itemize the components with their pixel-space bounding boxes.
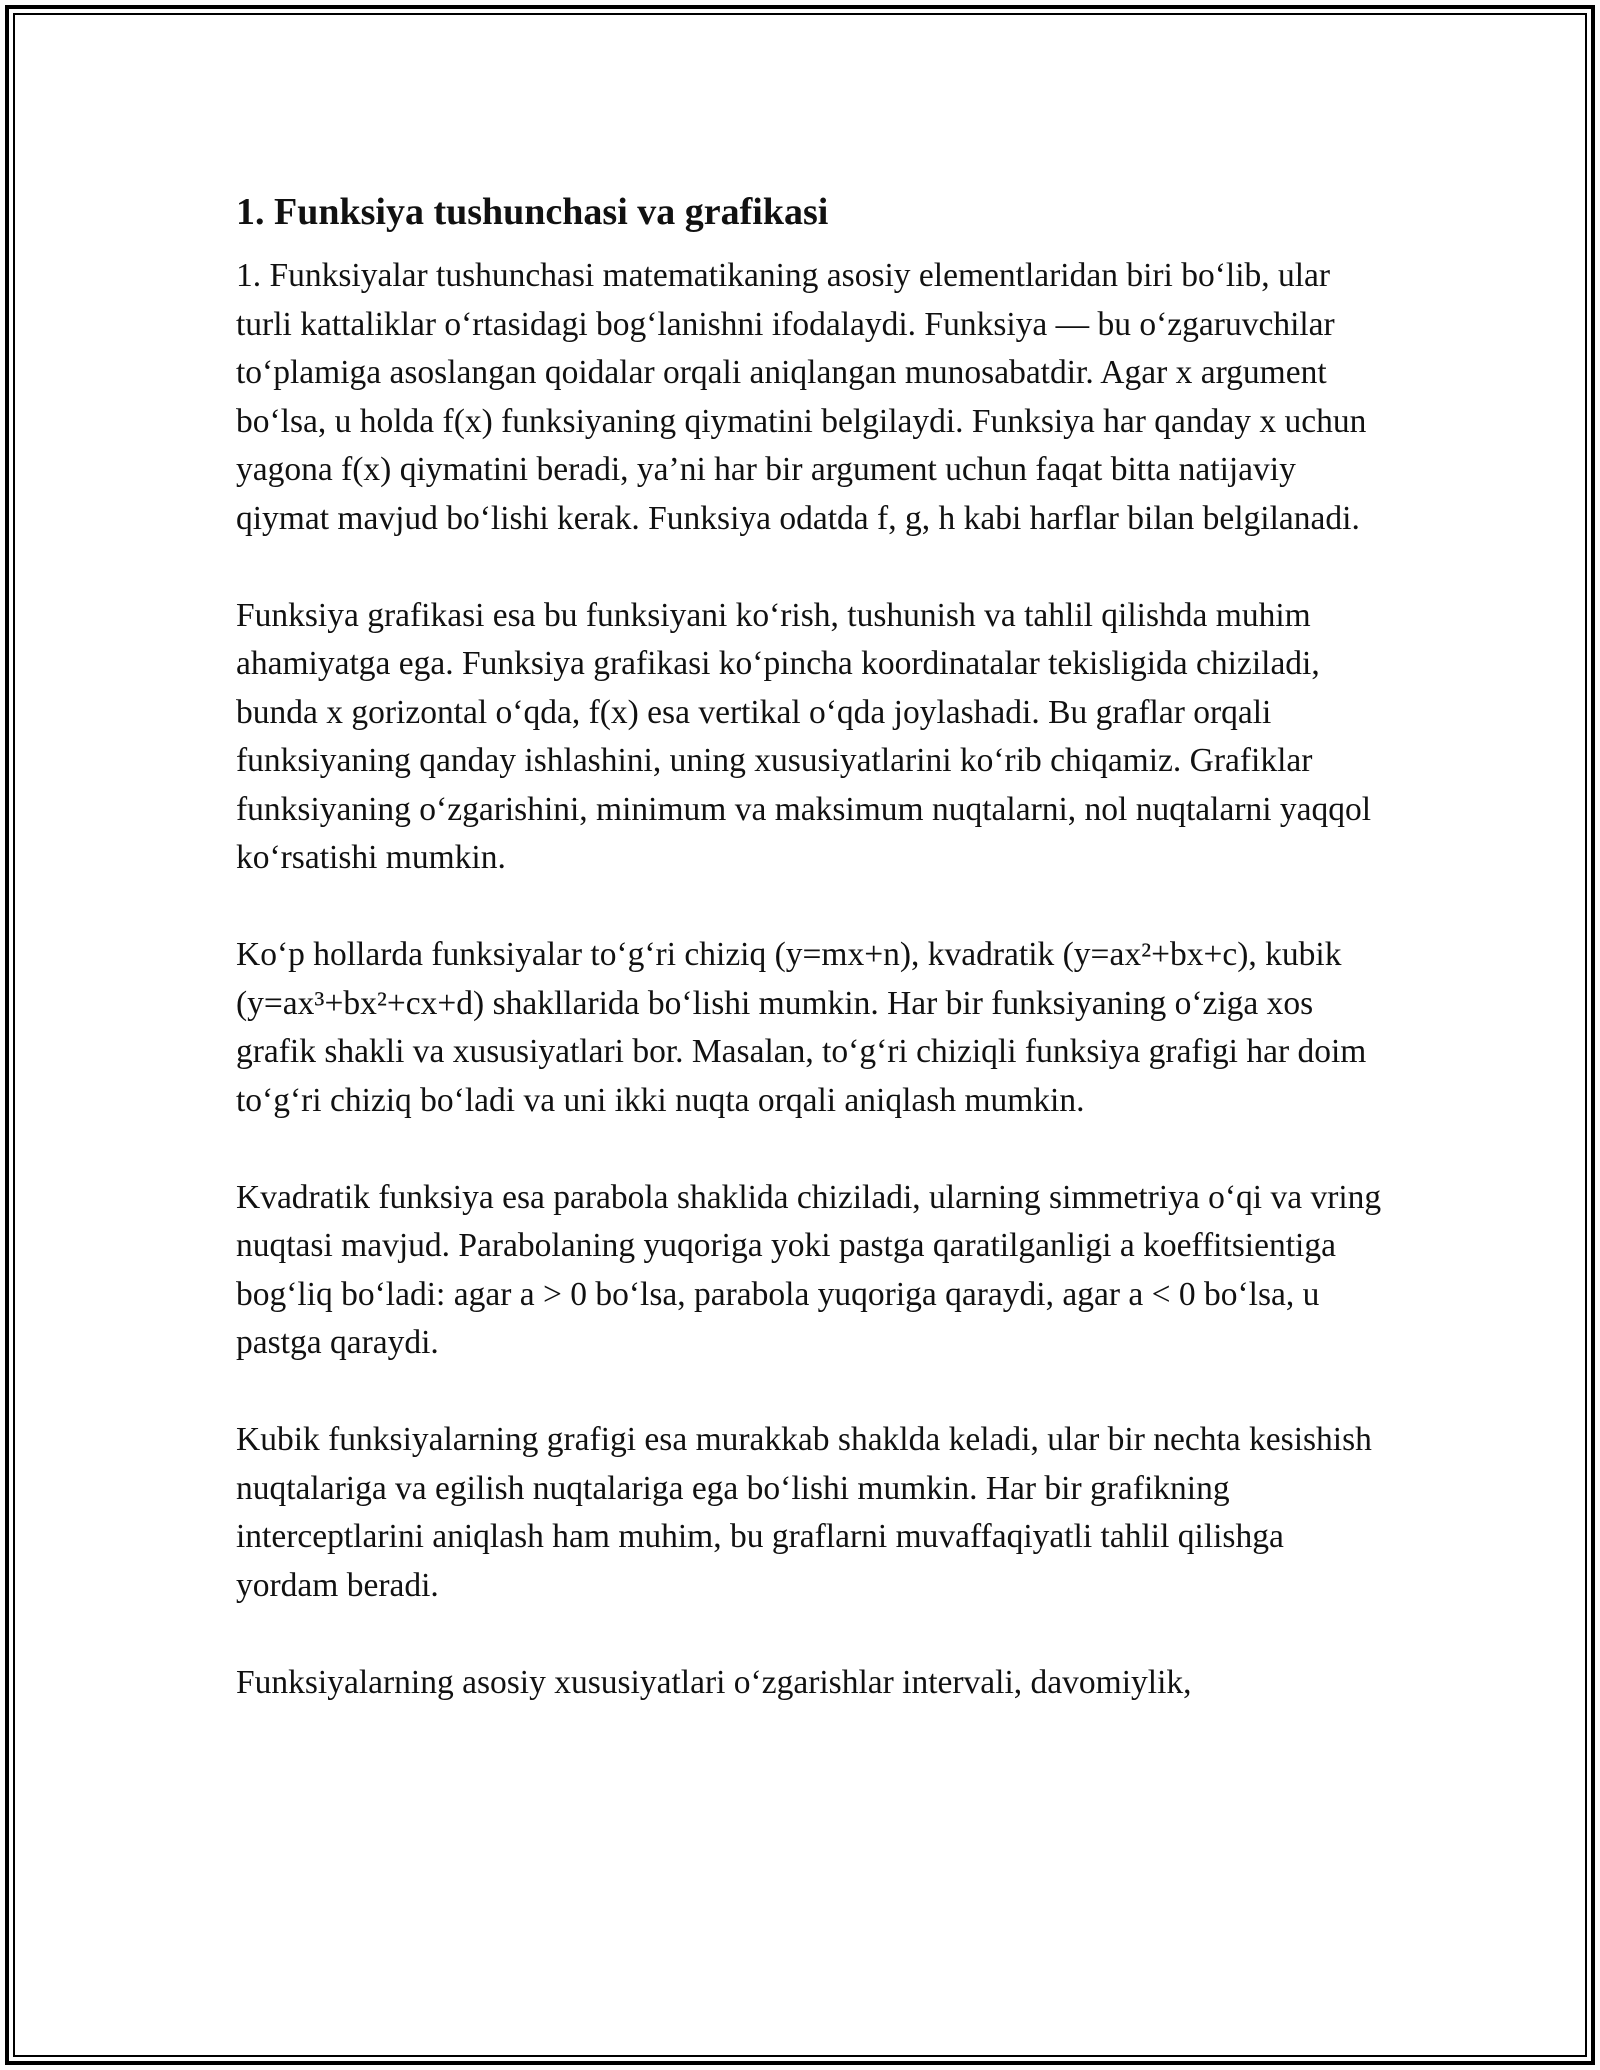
paragraph-properties: Funksiyalarning asosiy xususiyatlari o‘zgarishlar intervali, davomiylik,: [236, 1663, 1192, 1701]
paragraph-cubic: Kubik funksiyalarning grafigi esa murakkab shaklda keladi, ular bir nechta kesishish nuqtalariga va egilish nuqtalariga ega bo‘lishi mumkin. Har bir grafikning interceptlarini aniqlash ham muhim, bu graflarni muvaffaqiyatli tahlil qilishga yordam beradi.: [236, 1421, 1372, 1604]
paragraph-quadratic: Kvadratik funksiya esa parabola shaklida chiziladi, ularning simmetriya o‘qi va vring nuqtasi mavjud. Parabolaning yuqoriga yoki pastga qaratilganligi a koeffitsientiga bog‘liq bo‘ladi: agar a > 0 bo‘lsa, parabola yuqoriga qaraydi, agar a < 0 bo‘lsa, u pastga qaraydi.: [236, 1178, 1382, 1361]
paragraph-function-types: Ko‘p hollarda funksiyalar to‘g‘ri chiziq (y=mx+n), kvadratik (y=ax²+bx+c), kubik (y=ax³+bx²+cx+d) shakllarida bo‘lishi mumkin. Har bir funksiyaning o‘ziga xos grafik shakli va xususiyatlari bor. Masalan, to‘g‘ri chiziqli funksiya grafigi har doim to‘g‘ri chiziq bo‘ladi va uni ikki nuqta orqali aniqlash mumkin.: [236, 936, 1367, 1119]
paragraph-definition: 1. Funksiyalar tushunchasi matematikaning asosiy elementlaridan biri bo‘lib, ular turli kattaliklar o‘rtasidagi bog‘lanishni ifodalaydi. Funksiya — bu o‘zgaruvchilar to‘plamiga asoslangan qoidalar orqali aniqlangan munosabatdir. Agar x argument bo‘lsa, u holda f(x) funksiyaning qiymatini belgilaydi. Funksiya har qanday x uchun yagona f(x) qiymatini beradi, ya’ni har bir argument uchun faqat bitta natijaviy qiymat mavjud bo‘lishi kerak. Funksiya odatda f, g, h kabi harflar bilan belgilanadi.: [236, 257, 1367, 537]
document-title: 1. Funksiya tushunchasi va grafikasi: [236, 191, 829, 233]
paragraph-graph: Funksiya grafikasi esa bu funksiyani ko‘rish, tushunish va tahlil qilishda muhim ahamiyatga ega. Funksiya grafikasi ko‘pincha koordinatalar tekisligida chiziladi, bunda x gorizontal o‘qda, f(x) esa vertikal o‘qda joylashadi. Bu graflar orqali funksiyaning qanday ishlashini, uning xususiyatlarini ko‘rib chiqamiz. Grafiklar funksiyaning o‘zgarishini, minimum va maksimum nuqtalarni, nol nuqtalarni yaqqol ko‘rsatishi mumkin.: [236, 596, 1372, 876]
document-body: [236, 184, 1386, 1756]
